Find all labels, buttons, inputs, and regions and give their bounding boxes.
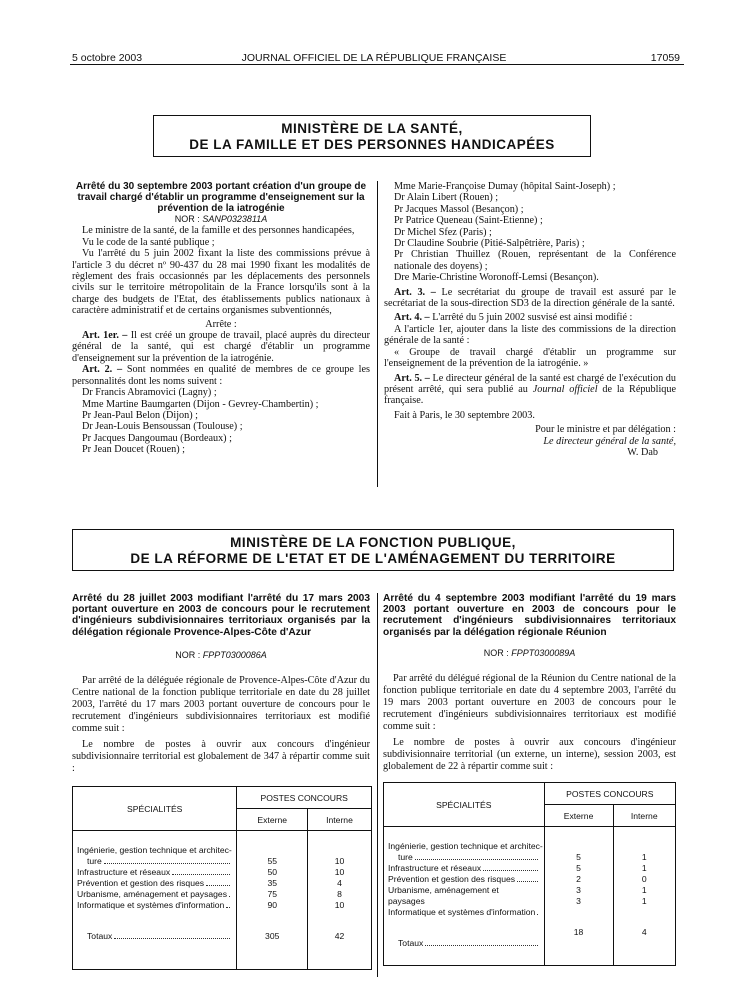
table-row-label: Ingénierie, gestion technique et architec- [77, 845, 232, 855]
member-item: Pr Patrice Queneau (Saint-Etienne) ; [394, 215, 543, 227]
table-cell-interne: 1 [641, 885, 647, 895]
col-header-externe: Externe [237, 809, 308, 831]
table-total-interne: 42 [334, 931, 345, 941]
table-cell-externe: 50 [267, 867, 277, 877]
table-row-label: Ingénierie, gestion technique et architec- [388, 841, 543, 851]
ministry-sante-box [153, 115, 591, 157]
member-item: Mme Marie-Françoise Dumay (hôpital Saint-Joseph) ; [394, 181, 616, 192]
article-5: Art. 5. – Le directeur général de la santé est chargé de l'exécution du présent arrêté, qui sera publié au Journal officiel de la République française. [384, 372, 676, 407]
member-item: Dr Francis Abramovici (Lagny) ; [82, 387, 217, 399]
table-cell-interne: 0 [641, 874, 647, 884]
table-cell-externe: 75 [267, 889, 277, 899]
nor-line: NOR : FPPT0300089A [483, 647, 576, 658]
member-item: Dr Jean-Louis Bensoussan (Toulouse) ; [82, 421, 243, 433]
paragraph: Le ministre de la santé, de la famille et des personnes handicapées, [82, 225, 355, 237]
member-item: Dr Michel Sfez (Paris) ; [394, 226, 492, 238]
table-cell-interne: 1 [641, 852, 647, 862]
table-row-label: Informatique et systèmes d'information [388, 907, 536, 917]
ministry-sante-line1: MINISTÈRE DE LA SANTÉ, [281, 121, 463, 136]
table-cell-interne: 10 [334, 900, 345, 910]
article-4: Art. 4. – L'arrêté du 5 juin 2002 susvisé est ainsi modifié : [394, 312, 633, 324]
paragraph: Vu l'arrêté du 5 juin 2002 fixant la liste des commissions prévue à l'article 3 du décret nº 90-437 du 28 mai 1990 fixant les modalités de règlement des frais occasionnés par les déplacements des personnels civils sur le territoire métropolitain de la France lorsqu'ils sont à la charge des budgets de l'Etat, des établissements publics nationaux à caractère administratif et de certains organismes subventionnés, [72, 248, 370, 317]
table-row-label: Infrastructure et réseaux [77, 867, 171, 877]
table-cell-externe: 5 [576, 852, 581, 862]
table-row-label: Urbanisme, aménagement et paysages [388, 885, 499, 906]
table-cell-externe: 90 [267, 900, 277, 910]
member-item: Pr Jacques Dangoumau (Bordeaux) ; [82, 432, 232, 444]
members-list-left [72, 387, 370, 455]
postes-table-paca [72, 786, 372, 970]
table-row-label: ture [87, 856, 102, 866]
member-item: Pr Jean Doucet (Rouen) ; [82, 444, 185, 456]
col-header-interne: Interne [613, 805, 676, 827]
table-body-labels [73, 831, 237, 970]
signature-name: W. Dab [627, 446, 658, 458]
paragraph: Le nombre de postes à ouvrir aux concours d'ingénieur subdivisionnaire territorial (un externe, un interne), session 2003, est globalement de 22 à répartir comme suit : [383, 737, 676, 773]
table-row-label: Prévention et gestion des risques [77, 878, 205, 888]
member-item: Pr Jacques Massol (Besançon) ; [394, 203, 524, 215]
member-item: Dr Alain Libert (Rouen) ; [394, 192, 499, 204]
table-cell-externe: 3 [576, 885, 581, 895]
table-row-label: Informatique et systèmes d'information [77, 900, 225, 910]
table-cell-externe: 2 [576, 874, 581, 884]
table-cell-interne: 10 [334, 867, 345, 877]
table-cell-interne: 8 [337, 889, 342, 899]
col-header-postes: POSTES CONCOURS [237, 787, 372, 809]
table-total-externe: 18 [573, 927, 584, 937]
ministry-fp-line1: MINISTÈRE DE LA FONCTION PUBLIQUE, [230, 535, 516, 550]
table-cell-externe: 3 [576, 896, 581, 906]
arrete-reunion-title: Arrêté du 4 septembre 2003 modifiant l'arrêté du 19 mars 2003 portant ouverture en 2003 de concours pour le recrutement d'ingénieurs subdivisionnaires territoriaux organisés par la délégation régionale Réunion [383, 593, 676, 638]
table-body-externe [544, 827, 613, 966]
table-cell-externe: 35 [267, 878, 277, 888]
arrete-paca-title: Arrêté du 28 juillet 2003 modifiant l'arrêté du 17 mars 2003 portant ouverture en 2003 de concours pour le recrutement d'ingénieurs subdivisionnaires territoriaux organisés par la délégation régionale Provence-Alpes-Côte d'Azur [72, 593, 370, 638]
signature-title: Le directeur général de la santé, [543, 435, 676, 447]
members-list-right [384, 181, 676, 284]
member-item: Mme Martine Baumgarten (Dijon - Gevrey-Chambertin) ; [82, 398, 319, 410]
table-body-labels [384, 827, 545, 966]
article-2: Art. 2. – Sont nommées en qualité de membres de ce groupe les personnalités dont les noms suivent : [72, 364, 370, 387]
nor-line: NOR : SANP0323811A [174, 214, 268, 224]
table-cell-interne: 10 [334, 856, 345, 866]
fait-a-paris: Fait à Paris, le 30 septembre 2003. [394, 409, 535, 421]
article-1: Art. 1er. – Il est créé un groupe de travail, placé auprès du directeur général de la santé, qui est chargé d'établir un programme d'enseignement sur la prévention de la iatrogénie. [72, 330, 371, 364]
col-header-specialites: SPÉCIALITÉS [73, 787, 237, 831]
table-row-label: ture [398, 852, 413, 862]
table-total-label: Totaux [398, 938, 424, 948]
page-date: 5 octobre 2003 [72, 52, 143, 64]
table-body-interne [308, 831, 372, 970]
page-number: 17059 [650, 52, 680, 64]
signature-line: Pour le ministre et par délégation : [535, 424, 676, 436]
col-header-postes: POSTES CONCOURS [544, 783, 675, 805]
arrete-paca [72, 593, 370, 775]
paragraph: « Groupe de travail chargé d'établir un programme sur l'enseignement de la prévention de la iatrogénie. » [384, 346, 676, 370]
table-total-label: Totaux [87, 931, 113, 941]
table-cell-externe: 55 [267, 856, 277, 866]
paragraph: Par arrêté du délégué régional de la Réunion du Centre national de la fonction publique territoriale en date du 4 septembre 2003, l'arrêté du 19 mars 2003 portant ouverture en 2003 de concours pour le recrutement d'ingénieurs subdivisionnaires territoriaux est modifié comme suit : [383, 673, 676, 733]
article-3: Art. 3. – Le secrétariat du groupe de travail est assuré par le secrétariat de la sous-direction SD3 de la direction générale de la santé. [384, 286, 677, 310]
column-separator [377, 181, 378, 487]
ministry-fp-line2: DE LA RÉFORME DE L'ETAT ET DE L'AMÉNAGEMENT DU TERRITOIRE [130, 551, 616, 566]
member-item: Dr Claudine Soubrie (Pitié-Salpêtrière, Paris) ; [394, 238, 585, 250]
table-cell-interne: 1 [641, 863, 647, 873]
ministry-sante-line2: DE LA FAMILLE ET DES PERSONNES HANDICAPÉES [189, 137, 555, 152]
col-header-specialites: SPÉCIALITÉS [384, 783, 545, 827]
table-cell-interne: 1 [641, 896, 647, 906]
arrete-word: Arrête : [205, 318, 237, 330]
nor-line: NOR : FPPT0300086A [175, 649, 267, 660]
table-row-label: Urbanisme, aménagement et paysages [77, 889, 227, 899]
col-header-externe: Externe [544, 805, 613, 827]
table-row-label: Prévention et gestion des risques [388, 874, 516, 884]
ministry-fonction-publique-box [72, 529, 674, 571]
journal-title: JOURNAL OFFICIEL DE LA RÉPUBLIQUE FRANÇAISE [241, 52, 507, 64]
arrete-iatrogenie-left [72, 181, 370, 456]
table-cell-externe: 5 [576, 863, 581, 873]
table-cell-interne: 4 [337, 878, 342, 888]
table-total-interne: 4 [641, 927, 647, 937]
table-row-label: Infrastructure et réseaux [388, 863, 482, 873]
column-separator [377, 593, 378, 977]
header-rule [70, 64, 684, 65]
arrete-iatrogenie-title: Arrêté du 30 septembre 2003 portant création d'un groupe de travail chargé d'établir un programme d'enseignement sur la prévention de la iatrogénie [75, 181, 367, 214]
arrete-reunion [383, 593, 676, 773]
postes-table-reunion [383, 782, 676, 966]
paragraph: A l'article 1er, ajouter dans la liste des commissions de la direction générale de la santé : [384, 323, 676, 347]
table-total-externe: 305 [265, 931, 280, 941]
table-body-interne [613, 827, 676, 966]
table-body-externe [237, 831, 308, 970]
paragraph: Le nombre de postes à ouvrir aux concours d'ingénieur subdivisionnaire territorial est globalement de 347 à répartir comme suit : [72, 739, 370, 775]
paragraph: Par arrêté de la déléguée régionale de Provence-Alpes-Côte d'Azur du Centre national de la fonction publique territoriale en date du 28 juillet 2003, l'arrêté du 17 mars 2003 portant ouverture de concours pour le recrutement d'ingénieurs subdivisionnaires territoriaux est modifié comme suit : [72, 675, 370, 735]
col-header-interne: Interne [308, 809, 372, 831]
arrete-iatrogenie-right [384, 181, 676, 458]
member-item: Pr Christian Thuillez (Rouen, représentant de la Conférence nationale des doyens) ; [394, 249, 676, 272]
paragraph: Vu le code de la santé publique ; [82, 236, 215, 248]
member-item: Pr Jean-Paul Belon (Dijon) ; [82, 409, 199, 421]
member-item: Dre Marie-Christine Woronoff-Lemsi (Besançon). [394, 272, 599, 284]
